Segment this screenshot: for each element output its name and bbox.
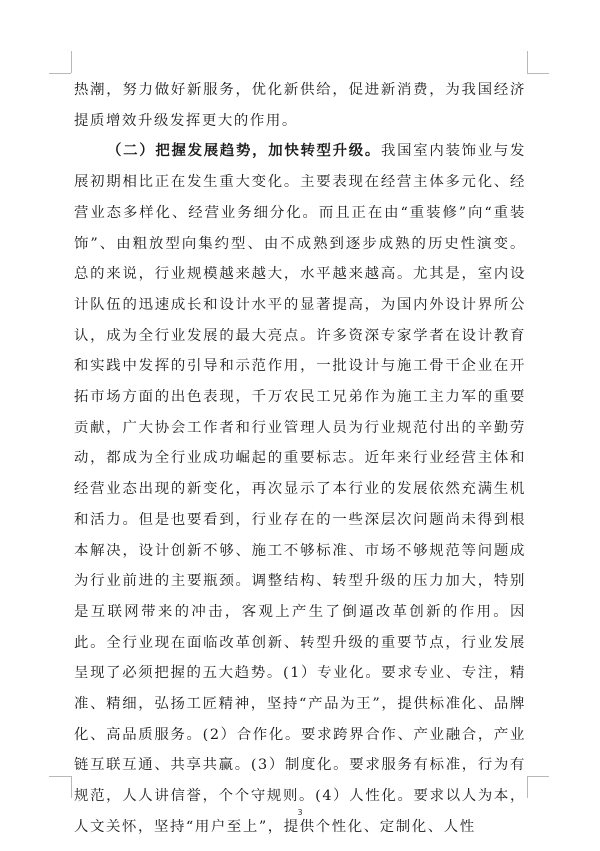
section-heading: （二）把握发展趋势，加快转型升级。 [107, 142, 382, 160]
corner-mark-bottom-left [49, 776, 71, 777]
corner-mark-top-left [71, 51, 72, 73]
corner-mark-bottom-right [527, 776, 528, 798]
paragraph-continuation: 热潮，努力做好新服务，优化新供给，促进新消费，为我国经济提质增效升级发挥更大的作用。 [74, 82, 526, 129]
paragraph-trends-body: 我国室内装饰业与发展初期相比正在发生重大变化。主要表现在经营主体多元化、经营业态多样化、经营业务细分化。而且正在由“重装修”向“重装饰”、由粗放型向集约型、由不成熟到逐步成熟的历史性演变。总的来说，行业规模越来越大，水平越来越高。尤其是，室内设计队伍的迅速成长和设计水平的显著提高，为国内外设计界所公认，成为全行业发展的最大亮点。许多资深专家学者在设计教育和实践中发挥的引导和示范作用，一批设计与施工骨干企业在开拓市场方面的出色表现，千万农民工兄弟作为施工主力军的重要贡献，广大协会工作者和行业管理人员为行业规范付出的辛勤劳动，都成为全行业成功崛起的重要标志。近年来行业经营主体和经营业态出现的新变化，再次显示了本行业的发展依然充满生机和活力。但是也要看到，行业存在的一些深层次问题尚未得到根本解决，设计创新不够、施工不够标准、市场不够规范等问题成为行业前进的主要瓶颈。调整结构、转型升级的压力加大，特别是互联网带来的冲击，客观上产生了倒逼改革创新的作用。因此。全行业现在面临改革创新、转型升级的重要节点，行业发展呈现了必须把握的五大趋势。(1）专业化。要求专业、专注，精准、精细，弘扬工匠精神，坚持“产品为王”，提供标准化、品牌化、高品质服务。(2）合作化。要求跨界合作、产业融合，产业链互联互通、共享共赢。(3）制度化。要求服务有标准，行为有规范，人人讲信誉，个个守规则。(4）人性化。要求以人为本，人文关怀，坚持“用户至上”，提供个性化、定制化、人性 [74, 143, 526, 835]
document-body [74, 75, 526, 843]
corner-mark-top-left [49, 73, 71, 74]
corner-mark-bottom-left [71, 776, 72, 798]
paragraph-trends [74, 136, 526, 842]
corner-mark-bottom-right [527, 776, 549, 777]
corner-mark-top-right [527, 73, 549, 74]
corner-mark-top-right [527, 51, 528, 73]
page-number: 3 [297, 808, 303, 817]
